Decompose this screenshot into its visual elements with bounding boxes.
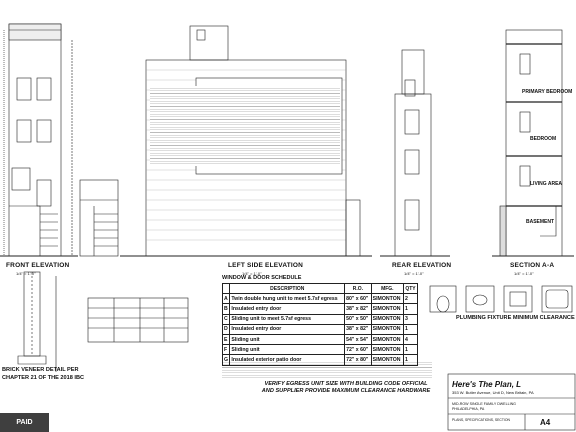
left-side-elevation-title: LEFT SIDE ELEVATION bbox=[228, 262, 304, 269]
verify-note-line1: VERIFY EGRESS UNIT SIZE WITH BUILDING CODE OFFICIAL bbox=[264, 381, 428, 387]
rear-elevation-drawing bbox=[380, 50, 450, 256]
plumbing-fixtures-drawing bbox=[430, 286, 572, 312]
row-description: Twin double hung unit to meet 5.7sf egress bbox=[230, 294, 345, 304]
project-line2: PHILADELPHIA, PA bbox=[452, 406, 485, 411]
room-label-bedroom: BEDROOM bbox=[530, 136, 557, 142]
general-notes-block bbox=[150, 86, 340, 166]
front-elevation-title: FRONT ELEVATION bbox=[6, 262, 70, 269]
schedule-header-description: DESCRIPTION bbox=[230, 284, 345, 294]
table-row bbox=[223, 294, 418, 304]
table-row bbox=[223, 304, 418, 314]
row-qty: 4 bbox=[404, 334, 418, 344]
plumbing-title: PLUMBING FIXTURE MINIMUM CLEARANCE bbox=[456, 315, 575, 321]
row-mark: G bbox=[223, 355, 230, 365]
section-scale: 1/4" = 1'-0" bbox=[514, 271, 534, 276]
firm-name: Here's The Plan, L bbox=[452, 380, 522, 389]
wall-ties-table bbox=[88, 298, 188, 342]
table-row bbox=[223, 334, 418, 344]
project-line1: MID-ROW SINGLE FAMILY DWELLING bbox=[452, 402, 516, 406]
table-row bbox=[223, 324, 418, 334]
row-ro: 72" x 60" bbox=[345, 345, 371, 355]
sheet-number: A4 bbox=[540, 418, 551, 427]
project-info bbox=[452, 402, 516, 411]
schedule-header-mark bbox=[223, 284, 230, 294]
firm-address: 353 W. Butler Avenue, Unit D, New Britain, PA bbox=[452, 390, 534, 395]
row-description: Insulated exterior patio door bbox=[230, 355, 345, 365]
schedule-header-mfg: MFG. bbox=[371, 284, 403, 294]
watermark-badge: PAID bbox=[0, 413, 49, 432]
row-description: Insulated entry door bbox=[230, 324, 345, 334]
verify-egress-note bbox=[236, 381, 456, 394]
table-row bbox=[223, 355, 418, 365]
room-label-primary-bedroom: PRIMARY BEDROOM bbox=[522, 89, 573, 95]
left-side-elevation-scale: 1/4" = 1'-0" bbox=[242, 271, 262, 276]
table-row bbox=[223, 345, 418, 355]
room-label-basement: BASEMENT bbox=[526, 219, 555, 225]
row-mfg: SIMONTON bbox=[371, 334, 403, 344]
brick-detail-title-line1: BRICK VENEER DETAIL PER bbox=[2, 367, 79, 373]
front-elevation-scale: 1/4" = 1'-0" bbox=[16, 271, 36, 276]
row-ro: 50" x 50" bbox=[345, 314, 371, 324]
row-mfg: SIMONTON bbox=[371, 355, 403, 365]
row-mark: B bbox=[223, 304, 230, 314]
rear-elevation-title: REAR ELEVATION bbox=[392, 262, 452, 269]
section-title: SECTION A-A bbox=[510, 262, 555, 269]
row-description: Sliding unit bbox=[230, 345, 345, 355]
schedule-title: WINDOW & DOOR SCHEDULE bbox=[222, 275, 302, 281]
row-mfg: SIMONTON bbox=[371, 345, 403, 355]
schedule-header-ro: R.O. bbox=[345, 284, 371, 294]
schedule-header-row bbox=[223, 284, 418, 294]
row-qty: 1 bbox=[404, 355, 418, 365]
row-description: Sliding unit to meet 5.7sf egress bbox=[230, 314, 345, 324]
row-mfg: SIMONTON bbox=[371, 324, 403, 334]
front-elevation-drawing bbox=[0, 24, 118, 256]
row-qty: 2 bbox=[404, 294, 418, 304]
schedule-header-qty: QTY bbox=[404, 284, 418, 294]
row-mark: C bbox=[223, 314, 230, 324]
row-mark: A bbox=[223, 294, 230, 304]
brick-detail-title-line2: CHAPTER 21 OF THE 2018 IBC bbox=[2, 375, 85, 381]
row-mark: D bbox=[223, 324, 230, 334]
table-row bbox=[223, 314, 418, 324]
row-qty: 3 bbox=[404, 314, 418, 324]
window-door-schedule bbox=[222, 283, 418, 366]
row-ro: 54" x 54" bbox=[345, 334, 371, 344]
row-ro: 72" x 80" bbox=[345, 355, 371, 365]
row-qty: 1 bbox=[404, 345, 418, 355]
room-label-living-area: LIVING AREA bbox=[530, 181, 563, 187]
sheet-description: PLANS, SPECIFICATIONS, SECTION bbox=[452, 418, 510, 422]
row-ro: 38" x 82" bbox=[345, 304, 371, 314]
rear-elevation-scale: 1/4" = 1'-0" bbox=[404, 271, 424, 276]
row-description: Insulated entry door bbox=[230, 304, 345, 314]
brick-veneer-detail-drawing bbox=[18, 272, 56, 372]
row-description: Sliding unit bbox=[230, 334, 345, 344]
row-ro: 38" x 82" bbox=[345, 324, 371, 334]
row-mfg: SIMONTON bbox=[371, 304, 403, 314]
row-mark: E bbox=[223, 334, 230, 344]
row-ro: 80" x 60" bbox=[345, 294, 371, 304]
row-mark: F bbox=[223, 345, 230, 355]
row-qty: 1 bbox=[404, 324, 418, 334]
row-mfg: SIMONTON bbox=[371, 294, 403, 304]
verify-note-line2: AND SUPPLIER PROVIDE MAXIMUM CLEARANCE HARDWARE bbox=[261, 387, 431, 394]
row-qty: 1 bbox=[404, 304, 418, 314]
row-mfg: SIMONTON bbox=[371, 314, 403, 324]
